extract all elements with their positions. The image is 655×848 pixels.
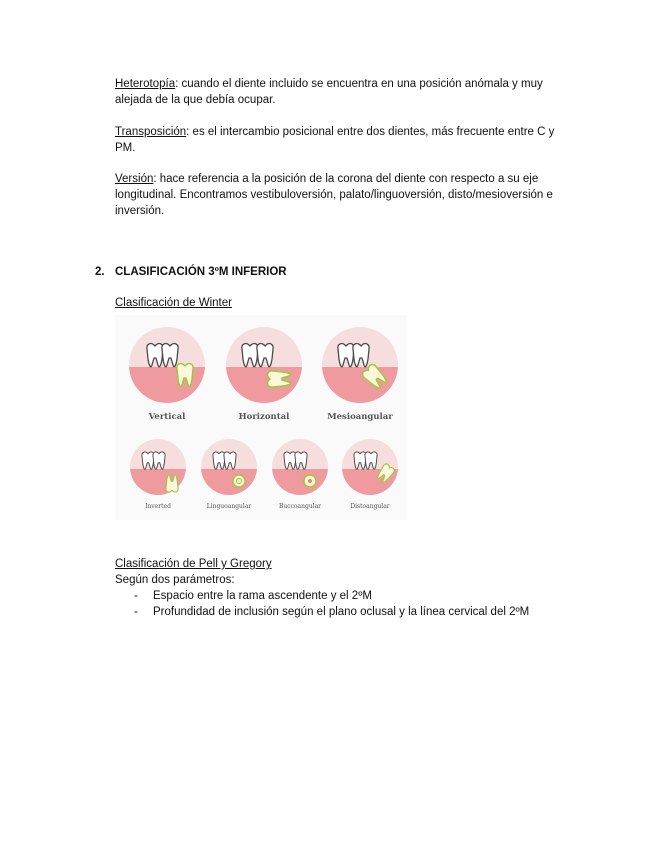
winter-mesioangular-panel bbox=[322, 327, 398, 407]
list-item: - Profundidad de inclusión según el plano oclusal y la línea cervical del 2ºM bbox=[115, 604, 595, 620]
version-paragraph bbox=[115, 171, 575, 219]
version-term: Versión bbox=[115, 173, 154, 185]
buccoangular-wisdom-root bbox=[308, 479, 312, 483]
label-inverted: Inverted bbox=[145, 503, 171, 510]
buccoangular-gum bbox=[272, 469, 328, 499]
pell-gregory-title: Clasificación de Pell y Gregory bbox=[115, 558, 272, 570]
winter-linguoangular-panel bbox=[201, 439, 257, 499]
vertical-gum bbox=[129, 367, 205, 407]
heterotopia-text: : cuando el diente incluido se encuentra en una posición anómala y muy alejada de la que debía ocupar. bbox=[115, 78, 543, 106]
section-title: CLASIFICACIÓN 3ºM INFERIOR bbox=[115, 266, 287, 278]
linguoangular-wisdom-tooth bbox=[233, 475, 245, 487]
label-mesioangular: Mesioangular bbox=[327, 412, 393, 422]
label-buccoangular: Buccoangular bbox=[278, 503, 322, 510]
winter-buccoangular-panel bbox=[272, 439, 328, 499]
version-text: : hace referencia a la posición de la corona del diente con respecto a su eje longitudinal. Encontramos vestibuloversión, palato/linguoversión, disto/mesioversión e inversión. bbox=[115, 173, 553, 217]
winter-title: Clasificación de Winter bbox=[115, 297, 232, 309]
label-distoangular: Distoangular bbox=[350, 503, 390, 510]
horizontal-gum bbox=[226, 367, 302, 407]
label-linguoangular: Linguoangular bbox=[206, 503, 252, 510]
winter-horizontal-panel bbox=[226, 327, 302, 407]
section-heading bbox=[95, 264, 287, 280]
section-number: 2. bbox=[95, 266, 105, 278]
heterotopia-paragraph bbox=[115, 76, 575, 108]
transposicion-text: : es el intercambio posicional entre dos dientes, más frecuente entre C y PM. bbox=[115, 126, 555, 154]
winter-inverted-panel bbox=[130, 439, 186, 499]
label-horizontal: Horizontal bbox=[238, 412, 290, 422]
transposicion-paragraph bbox=[115, 124, 575, 156]
pell-gregory-list bbox=[115, 588, 595, 620]
pell-gregory-intro: Según dos parámetros: bbox=[115, 574, 235, 586]
mesioangular-gum bbox=[322, 367, 398, 407]
winter-classification-figure bbox=[115, 315, 407, 520]
label-vertical: Vertical bbox=[148, 412, 186, 422]
linguoangular-gum bbox=[201, 469, 257, 499]
list-item: - Espacio entre la rama ascendente y el 2ºM bbox=[115, 588, 595, 604]
winter-distoangular-panel bbox=[342, 439, 398, 499]
heterotopia-term: Heterotopía bbox=[115, 78, 176, 90]
transposicion-term: Transposición bbox=[115, 126, 187, 138]
winter-vertical-panel bbox=[129, 327, 205, 407]
winter-diagram bbox=[115, 315, 407, 520]
